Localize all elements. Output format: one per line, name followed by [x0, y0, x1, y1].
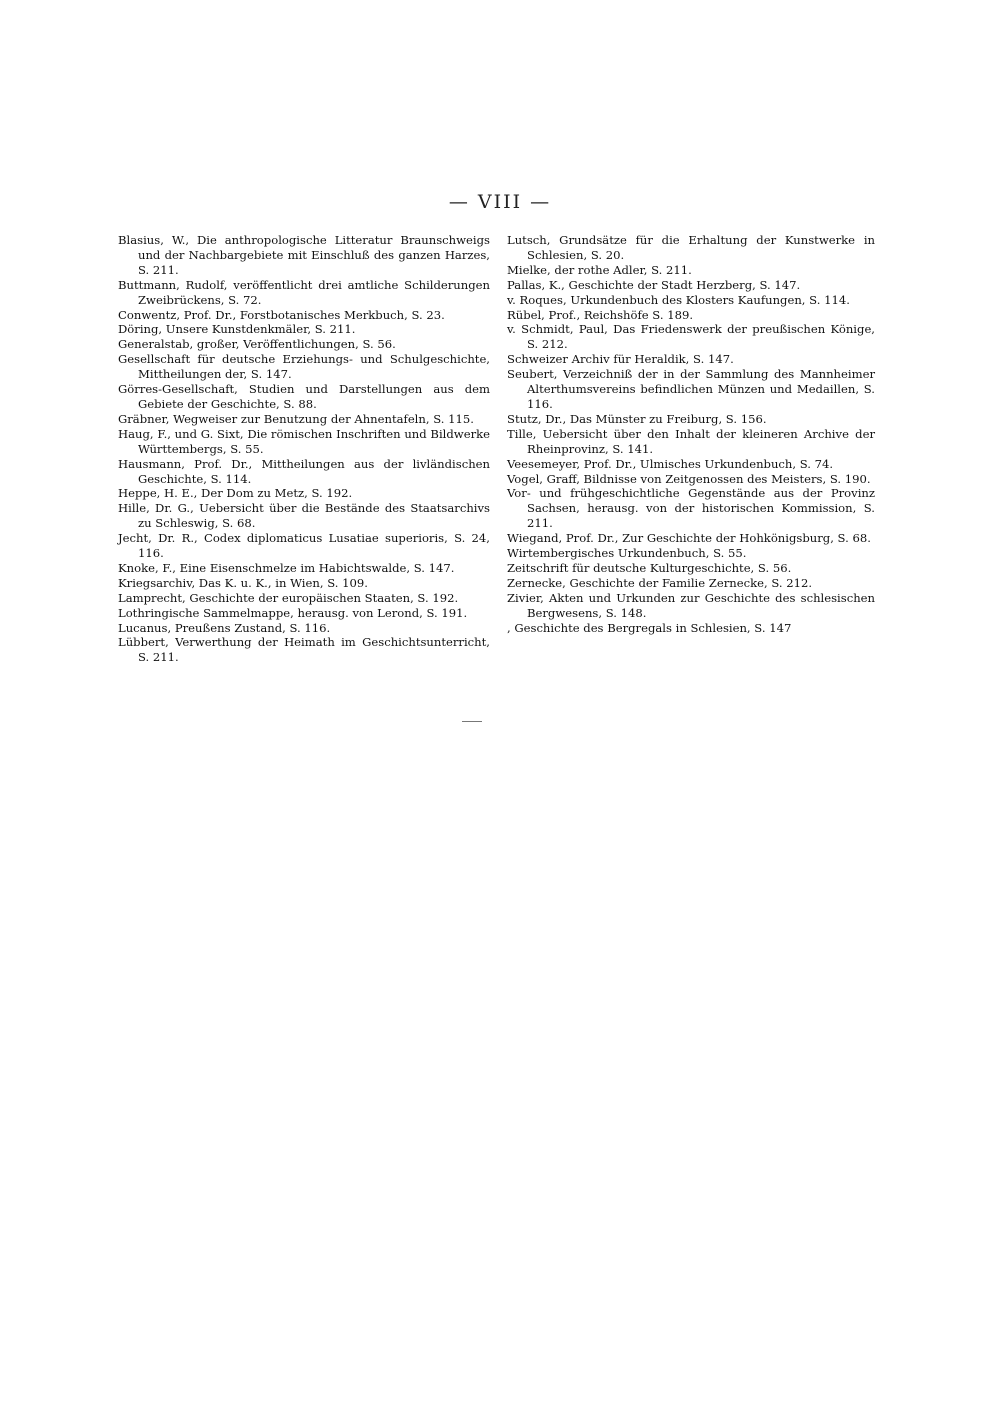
index-entry: Lothringische Sammelmappe, herausg. von Lerond, S. 191. — [118, 605, 468, 620]
index-entry: Gräbner, Wegweiser zur Benutzung der Ahnentafeln, S. 115. — [118, 411, 474, 426]
index-entry: Kriegsarchiv, Das K. u. K., in Wien, S. 109. — [118, 575, 368, 590]
index-entry: Seubert, Verzeichniß der in der Sammlung des Mannheimer Alterthumsvereins befindlichen Münzen und Medaillen, S. 116. — [507, 367, 875, 411]
index-entry: Heppe, H. E., Der Dom zu Metz, S. 192. — [118, 486, 353, 501]
index-entry: Vor- und frühgeschichtliche Gegenstände aus der Provinz Sachsen, herausg. von der historischen Kommission, S. 211. — [507, 486, 875, 531]
index-entry: Lucanus, Preußens Zustand, S. 116. — [118, 620, 331, 635]
index-entry: Stutz, Dr., Das Münster zu Freiburg, S. 156. — [507, 411, 767, 426]
index-entry: Schweizer Archiv für Heraldik, S. 147. — [507, 352, 734, 367]
index-entry: Lübbert, Verwerthung der Heimath im Geschichtsunterricht, S. 211. — [118, 635, 490, 665]
index-entry: Döring, Unsere Kunstdenkmäler, S. 211. — [118, 322, 356, 337]
index-entry: Zeitschrift für deutsche Kulturgeschichte, S. 56. — [507, 560, 792, 575]
right-column — [507, 233, 875, 635]
page-number: — VIII — — [448, 191, 552, 213]
index-entry: Wirtembergisches Urkundenbuch, S. 55. — [507, 546, 747, 561]
index-entry: Lutsch, Grundsätze für die Erhaltung der Kunstwerke in Schlesien, S. 20. — [507, 233, 875, 262]
left-column — [118, 233, 490, 665]
index-entry: Wiegand, Prof. Dr., Zur Geschichte der Hohkönigsburg, S. 68. — [507, 531, 871, 546]
index-entry: Hille, Dr. G., Uebersicht über die Bestände des Staatsarchivs zu Schleswig, S. 68. — [118, 501, 490, 531]
index-entry: Generalstab, großer, Veröffentlichungen, S. 56. — [118, 337, 396, 352]
index-entry: Jecht, Dr. R., Codex diplomaticus Lusatiae superioris, S. 24, 116. — [118, 531, 490, 561]
index-entry: Blasius, W., Die anthropologische Litteratur Braunschweigs und der Nachbargebiete mit Einschluß des ganzen Harzes, S. 211. — [118, 233, 490, 277]
index-entry: v. Schmidt, Paul, Das Friedenswerk der preußischen Könige, S. 212. — [507, 322, 875, 352]
index-entry: Gesellschaft für deutsche Erziehungs- und Schulgeschichte, Mittheilungen der, S. 147. — [118, 352, 490, 382]
index-entry: Vogel, Graff, Bildnisse von Zeitgenossen des Meisters, S. 190. — [507, 471, 871, 486]
index-entry: Rübel, Prof., Reichshöfe S. 189. — [507, 307, 694, 322]
index-entry: Veesemeyer, Prof. Dr., Ulmisches Urkundenbuch, S. 74. — [507, 456, 834, 471]
index-entry: Pallas, K., Geschichte der Stadt Herzberg, S. 147. — [507, 277, 801, 292]
index-entry: v. Roques, Urkundenbuch des Klosters Kaufungen, S. 114. — [507, 292, 850, 307]
index-entry: Knoke, F., Eine Eisenschmelze im Habichtswalde, S. 147. — [118, 560, 455, 575]
index-entry: Zivier, Akten und Urkunden zur Geschichte des schlesischen Bergwesens, S. 148. — [507, 590, 875, 620]
index-entry: Mielke, der rothe Adler, S. 211. — [507, 262, 692, 277]
index-entry: Lamprecht, Geschichte der europäischen Staaten, S. 192. — [118, 590, 459, 605]
section-divider — [462, 721, 482, 722]
index-entry: Görres-Gesellschaft, Studien und Darstellungen aus dem Gebiete der Geschichte, S. 88. — [118, 382, 490, 411]
index-entry: , Geschichte des Bergregals in Schlesien, S. 147 — [507, 620, 792, 635]
index-entry: Hausmann, Prof. Dr., Mittheilungen aus der livländischen Geschichte, S. 114. — [118, 456, 490, 486]
index-entry: Buttmann, Rudolf, veröffentlicht drei amtliche Schilderungen Zweibrückens, S. 72. — [118, 277, 490, 307]
index-entry: Zernecke, Geschichte der Familie Zernecke, S. 212. — [507, 575, 813, 590]
index-entry: Haug, F., und G. Sixt, Die römischen Inschriften und Bildwerke Württembergs, S. 55. — [118, 426, 490, 456]
index-entry: Tille, Uebersicht über den Inhalt der kleineren Archive der Rheinprovinz, S. 141. — [507, 426, 875, 456]
index-entry: Conwentz, Prof. Dr., Forstbotanisches Merkbuch, S. 23. — [118, 307, 445, 322]
